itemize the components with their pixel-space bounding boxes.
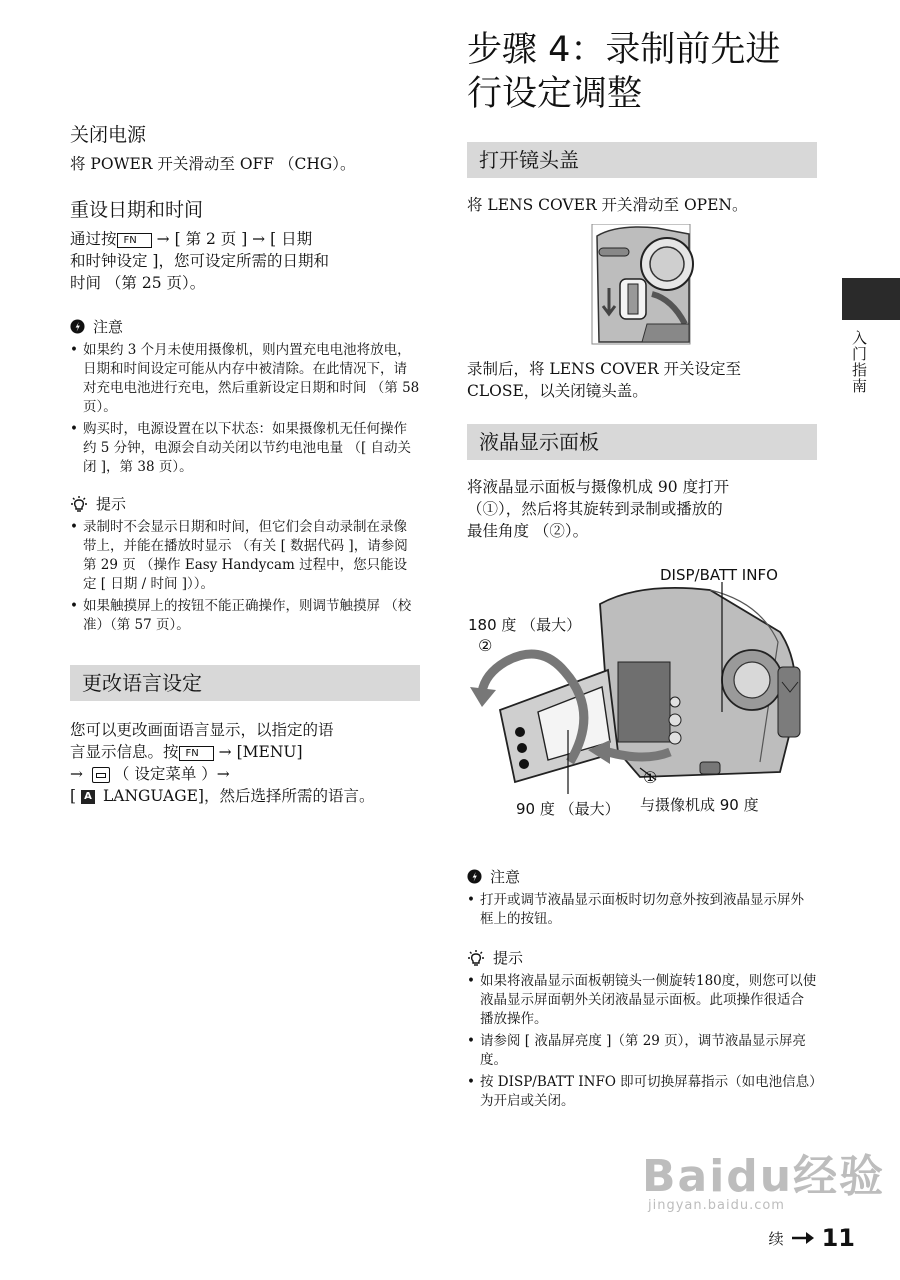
page-footer: [769, 1224, 855, 1252]
lens-cover-text-close: 录制后，将 LENS COVER 开关设定至 CLOSE，以关闭镜头盖。: [467, 360, 742, 400]
caution-icon: [467, 869, 482, 884]
tip-list: [70, 518, 420, 635]
list-item: • 购买时，电源设置在以下状态：如果摄像机无任何操作约 5 分钟，电源会自动关闭以节约电池电量 （[ 自动关闭 ]，第 38 页）。: [70, 420, 420, 477]
language-icon: A: [81, 790, 95, 804]
lens-cover-text-open: 将 LENS COVER 开关滑动至 OPEN。: [467, 196, 748, 214]
lightbulb-icon: [467, 949, 485, 967]
setup-menu-icon: [92, 767, 110, 783]
tip-list: [467, 972, 817, 1111]
lcd-diagram: [460, 562, 820, 826]
caution-icon: [70, 319, 85, 334]
note-list: [70, 341, 420, 477]
tip-heading: 提示: [467, 947, 817, 968]
note-heading: 注意: [70, 316, 420, 337]
power-off-text: 将 POWER 开关滑动至 OFF （CHG）。: [70, 155, 356, 173]
step-2-marker: ②: [478, 636, 493, 655]
continued-label: 续: [768, 1229, 784, 1248]
watermark-url: jingyan.baidu.com: [648, 1198, 785, 1213]
tip-heading: 提示: [70, 493, 420, 514]
list-item: • 按 DISP/BATT INFO 即可切换屏幕指示（如电池信息）为开启或关闭。: [467, 1073, 817, 1111]
list-item: • 如果将液晶显示面板朝镜头一侧旋转180度，则您可以使液晶显示屏面朝外关闭液晶显示面板。此项操作很适合播放操作。: [467, 972, 817, 1029]
right-notes: [467, 866, 817, 1114]
disp-batt-info-label: DISP/BATT INFO: [660, 566, 778, 584]
lcd-panel-text: 将液晶显示面板与摄像机成 90 度打开 （①），然后将其旋转到录制或播放的 最佳角度 （②）。: [467, 478, 730, 540]
rotate-180-label: 180 度 （最大）: [468, 616, 582, 634]
page-number: 11: [821, 1224, 855, 1252]
side-tab-marker: [842, 278, 900, 320]
camcorder-lcd-illustration: [460, 562, 820, 826]
fn-key-icon: FN: [117, 233, 152, 248]
fn-key-icon: FN: [179, 746, 214, 761]
list-item: • 如果触摸屏上的按钮不能正确操作，则调节触摸屏 （校准）（第 57 页）。: [70, 597, 420, 635]
language-text: 您可以更改画面语言显示，以指定的语 言显示信息。按 FN → [MENU] → （ 设定菜单 ）→ [ A LANGUAGE]，然后选择所需的语言。: [70, 721, 375, 805]
lcd-panel-band: 液晶显示面板: [467, 424, 817, 460]
arrow-right-icon: [792, 1232, 814, 1244]
reset-datetime-text: 通过按 FN → [ 第 2 页 ] → [ 日期 和时钟设定 ]，您可设定所需的日期和 时间 （第 25 页）。: [70, 230, 329, 292]
list-item: • 录制时不会显示日期和时间，但它们会自动录制在录像带上，并能在播放时显示 （有关 [ 数据代码 ]，请参阅第 29 页 （操作 Easy Handycam 过程中，您只能设定 [ 日期 / 时间 ]））。: [70, 518, 420, 594]
list-item: • 如果约 3 个月未使用摄像机，则内置充电电池将放电，日期和时间设定可能从内存中被清除。在此情况下，请对充电电池进行充电，然后重新设定日期和时间 （第 58 页）。: [70, 341, 420, 417]
list-item: • 请参阅 [ 液晶屏亮度 ]（第 29 页），调节液晶显示屏亮度。: [467, 1032, 817, 1070]
camera-90-label: 与摄像机成 90 度: [640, 796, 759, 814]
power-off-heading: 关闭电源: [70, 124, 147, 146]
page-title: 步骤 4：录制前先进 行设定调整: [467, 30, 781, 114]
right-column: [467, 28, 817, 542]
left-column: [70, 120, 420, 807]
baidu-watermark: [642, 1140, 885, 1213]
lens-cover-band: 打开镜头盖: [467, 142, 817, 178]
open-90-label: 90 度 （最大）: [516, 800, 620, 818]
side-tab-label: 入门指南: [850, 330, 868, 394]
lens-cover-illustration: [467, 224, 817, 346]
reset-datetime-heading: 重设日期和时间: [70, 199, 204, 221]
note-list: [467, 891, 817, 929]
note-heading: 注意: [467, 866, 817, 887]
watermark-logo-text: Baidu经验: [642, 1151, 886, 1202]
list-item: • 打开或调节液晶显示面板时切勿意外按到液晶显示屏外框上的按钮。: [467, 891, 817, 929]
lightbulb-icon: [70, 495, 88, 513]
language-section-band: 更改语言设定: [70, 665, 420, 701]
step-1-marker: ①: [643, 768, 658, 787]
